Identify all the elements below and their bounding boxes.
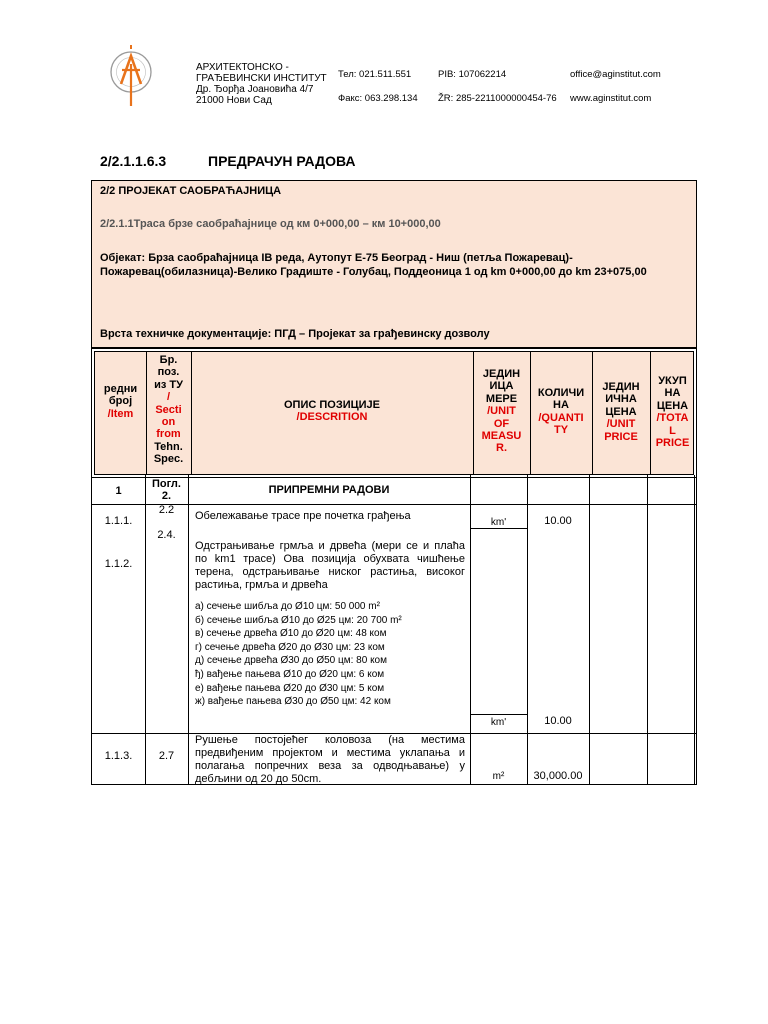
header-section-ref: Бр. поз. из ТУ / Secti on from Tehn. Spec. [153, 354, 184, 466]
item-sub-list [195, 600, 465, 709]
header-unit-price: ЈЕДИН ИЧНА ЦЕНА /UNIT PRICE [602, 381, 640, 443]
item-description: Обележавање трасе пре почетка грађења [195, 510, 411, 522]
item-unit: m² [492, 771, 505, 782]
item-number: 1.1.3. [104, 750, 133, 762]
project-title: 2/2 ПРОЈЕКАТ САОБРАЋАЈНИЦА [100, 185, 282, 197]
item-unit: km' [490, 517, 507, 528]
group-section: Погл. 2. [152, 478, 181, 502]
header-quantity: КОЛИЧИ НА /QUANTI TY [537, 387, 585, 437]
item-description: Одстрањивање грмља и дрвећа (мери се и плаћа по km1 трасе) Ова позиција обухвата чишћење терена, одстрањивање ниског растиња, високог растиња, грмља и дрвећа [195, 540, 465, 591]
header-total-price: УКУП НА ЦЕНА /TOTA L PRICE [655, 375, 690, 450]
section-number: 2/2.1.1.6.3 [100, 153, 167, 169]
item-description: Рушење постојећег коловоза (на местима предвиђеним пројектом и местима уклапања и полагања попречних веза за одводњавање) у дебљини од 20 до 50cm. [195, 734, 465, 785]
header-item-number: редни број /Item [103, 383, 138, 420]
section-title [100, 153, 356, 169]
list-item: б) сечење шибља Ø10 до Ø25 цм: 20 700 m² [195, 614, 402, 626]
header-unit: ЈЕДИН ИЦА МЕРЕ /UNIT OF MEASU R. [481, 368, 522, 455]
institute-logo [108, 44, 154, 114]
item-number: 1.1.1. [104, 515, 133, 527]
email-address: office@aginstitut.com [570, 69, 661, 80]
table-header [94, 351, 694, 475]
bank-account: ŽR: 285-2211000000454-76 [438, 93, 557, 104]
project-info-box [91, 180, 697, 348]
list-item: г) сечење дрвећа Ø20 до Ø30 цм: 23 ком [195, 641, 385, 653]
list-item: в) сечење дрвећа Ø10 до Ø20 цм: 48 ком [195, 628, 387, 640]
item-section: 2.4. [157, 529, 176, 541]
list-item: ђ) вађење пањева Ø10 до Ø20 цм: 6 ком [195, 668, 385, 680]
institute-name-line-2: ГРАЂЕВИНСКИ ИНСТИТУТ [196, 73, 327, 84]
object-line-1: Објекат: Брза саобраћајница IВ реда, Аутопут Е-75 Београд - Ниш (петља Пожаревац)- [100, 252, 573, 264]
list-item: а) сечење шибља до Ø10 цм: 50 000 m² [195, 601, 380, 612]
item-section: 2.7 [158, 750, 175, 762]
institute-address-line-2: 21000 Нови Сад [196, 95, 272, 106]
list-item: д) сечење дрвећа Ø30 до Ø50 цм: 80 ком [195, 655, 387, 667]
group-number: 1 [115, 485, 122, 497]
route-title: 2/2.1.1Траса брзе саобраћајнице од км 0+000,00 – км 10+000,00 [100, 218, 441, 230]
section-name: ПРЕДРАЧУН РАДОВА [208, 153, 356, 169]
phone-number: Тел: 021.511.551 [338, 69, 412, 80]
website-address: www.aginstitut.com [570, 93, 652, 104]
item-unit: km' [490, 717, 507, 728]
pib-number: PIB: 107062214 [438, 69, 507, 80]
institute-address-line-1: Др. Ђорђа Јоановића 4/7 [196, 84, 314, 95]
header-description: ОПИС ПОЗИЦИЈЕ /DESCRITION [283, 399, 381, 424]
item-quantity: 10.00 [544, 715, 572, 727]
institute-name-line-1: АРХИТЕКТОНСКО - [196, 62, 289, 73]
bill-of-quantities-table [91, 348, 697, 785]
item-number: 1.1.2. [104, 558, 133, 570]
item-quantity: 10.00 [544, 515, 572, 527]
document-type: Врста техничке документације: ПГД – Пројекат за грађевинску дозволу [100, 328, 490, 340]
object-line-2: Пожаревац(обилазница)-Велико Градиште - Голубац, Поддеоница 1 од km 0+000,00 до km 23+075,00 [100, 266, 647, 278]
group-title: ПРИПРЕМНИ РАДОВИ [268, 484, 390, 496]
list-item: ж) вађење пањева Ø30 до Ø50 цм: 42 ком [195, 696, 391, 708]
item-section: 2.2 [158, 504, 175, 516]
item-quantity: 30,000.00 [533, 770, 583, 782]
list-item: е) вађење пањева Ø20 до Ø30 цм: 5 ком [195, 682, 385, 694]
fax-number: Факс: 063.298.134 [338, 93, 418, 104]
